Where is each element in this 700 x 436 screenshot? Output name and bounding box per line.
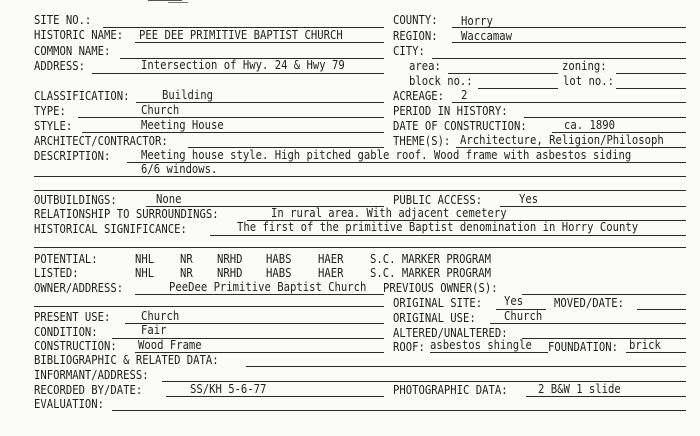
altered-line [522,338,686,339]
section-divider [34,190,686,191]
designation-nrhd: NRHD [217,252,243,266]
original-site-value: Yes [504,294,524,308]
site-no-label: SITE NO.: [34,13,92,27]
type-label: TYPE: [34,104,66,118]
themes-label: THEME(S): [393,134,451,148]
acreage-label: ACREAGE: [393,89,444,103]
common-name-label: COMMON NAME: [34,44,111,58]
period-label: PERIOD IN HISTORY: [393,104,508,118]
moved-date-line [637,309,686,310]
date-of-construction-label: DATE OF CONSTRUCTION: [393,119,527,133]
acreage-line [452,102,686,103]
foundation-line [626,352,686,353]
roof-line [430,352,548,353]
public-access-value: Yes [519,192,539,206]
significance-line [210,235,686,236]
corner-mark [168,2,188,3]
corner-mark [148,0,182,1]
style-label: STYLE: [34,119,73,133]
style-line [82,132,384,133]
description-line-1: Meeting house style. High pitched gable roof. Wood frame with asbestos siding [141,148,632,162]
bibliographic-label: BIBLIOGRAPHIC & RELATED DATA: [34,353,219,367]
themes-value: Architecture, Religion/Philosoph [460,133,664,147]
condition-value: Fair [141,323,167,337]
designation-habs: HABS [266,266,292,280]
moved-date-label: MOVED/DATE: [554,296,625,310]
zoning-line [616,73,686,74]
evaluation-label: EVALUATION: [34,397,105,411]
outbuildings-value: None [156,192,182,206]
classification-value: Building [162,88,213,102]
informant-label: INFORMANT/ADDRESS: [34,368,149,382]
original-use-label: ORIGINAL USE: [393,311,476,325]
altered-label: ALTERED/UNALTERED: [393,326,508,340]
architect-label: ARCHITECT/CONTRACTOR: [34,134,168,148]
description-label: DESCRIPTION: [34,149,111,163]
original-site-label: ORIGINAL SITE: [393,296,483,310]
recorded-by-label: RECORDED BY/DATE: [34,383,143,397]
acreage-value: 2 [461,88,468,102]
previous-owner-label: PREVIOUS OWNER(S): [383,281,498,295]
roof-label: ROOF: [393,340,425,354]
lot-no-label: lot no.: [563,74,614,88]
zoning-label: zoning: [562,59,607,73]
address-label: ADDRESS: [34,59,85,73]
county-line [452,27,686,28]
public-access-line [500,206,686,207]
owner-line [135,294,384,295]
designation-nhl: NHL [135,266,155,280]
owner-value: PeeDee Primitive Baptist Church [169,280,367,294]
designation-nr: NR [180,252,193,266]
foundation-value: brick [629,338,661,352]
present-use-label: PRESENT USE: [34,310,111,324]
historic-name-line [135,42,384,43]
potential-label: POTENTIAL: [34,252,98,266]
description-line-2: 6/6 windows. [141,162,218,176]
bibliographic-line [246,366,686,367]
designation-sc-marker: S.C. MARKER PROGRAM [370,266,491,280]
type-value: Church [141,103,180,117]
foundation-label: FOUNDATION: [548,340,619,354]
photographic-data-label: PHOTOGRAPHIC DATA: [393,383,508,397]
county-value: Horry [461,14,493,28]
block-no-label: block no.: [409,74,473,88]
region-line [452,42,686,43]
construction-value: Wood Frame [138,338,202,352]
address-value: Intersection of Hwy. 24 & Hwy 79 [141,58,345,72]
condition-label: CONDITION: [34,325,98,339]
relationship-label: RELATIONSHIP TO SURROUNDINGS: [34,207,219,221]
block-no-line [478,88,558,89]
original-use-line [490,323,686,324]
designation-haer: HAER [318,266,344,280]
address-line [92,73,384,74]
recorded-by-line [166,396,384,397]
recorded-by-value: SS/KH 5-6-77 [190,382,267,396]
outbuildings-label: OUTBUILDINGS: [34,193,117,207]
city-line [432,58,686,59]
photographic-data-line [526,396,686,397]
significance-label: HISTORICAL SIGNIFICANCE: [34,222,187,236]
area-label: area: [409,59,441,73]
style-value: Meeting House [141,118,224,132]
region-value: Waccamaw [461,29,512,43]
significance-value: The first of the primitive Baptist denomination in Horry County [237,220,639,234]
roof-value: asbestos shingle [430,338,532,352]
public-access-label: PUBLIC ACCESS: [393,193,483,207]
county-label: COUNTY: [393,13,438,27]
previous-owner-line [522,294,686,295]
evaluation-line [112,410,686,411]
relationship-value: In rural area. With adjacent cemetery [271,206,507,220]
designation-nrhd: NRHD [217,266,243,280]
date-of-construction-value: ca. 1890 [564,118,615,132]
construction-label: CONSTRUCTION: [34,339,117,353]
designation-nr: NR [180,266,193,280]
type-line [78,117,384,118]
photographic-data-value: 2 B&W 1 slide [538,382,621,396]
historic-name-label: HISTORIC NAME: [34,28,124,42]
city-label: CITY: [393,44,425,58]
description-rule-2 [34,176,686,177]
present-use-value: Church [141,309,180,323]
designation-sc-marker: S.C. MARKER PROGRAM [370,252,491,266]
classification-label: CLASSIFICATION: [34,89,130,103]
region-label: REGION: [393,29,438,43]
original-use-value: Church [504,309,543,323]
section-divider [34,247,686,248]
owner-label: OWNER/ADDRESS: [34,281,124,295]
designation-habs: HABS [266,252,292,266]
designation-nhl: NHL [135,252,155,266]
owner-line-2 [34,306,384,307]
historic-name-value: PEE DEE PRIMITIVE BAPTIST CHURCH [139,28,343,42]
designation-haer: HAER [318,252,344,266]
listed-label: LISTED: [34,266,79,280]
lot-no-line [616,88,686,89]
